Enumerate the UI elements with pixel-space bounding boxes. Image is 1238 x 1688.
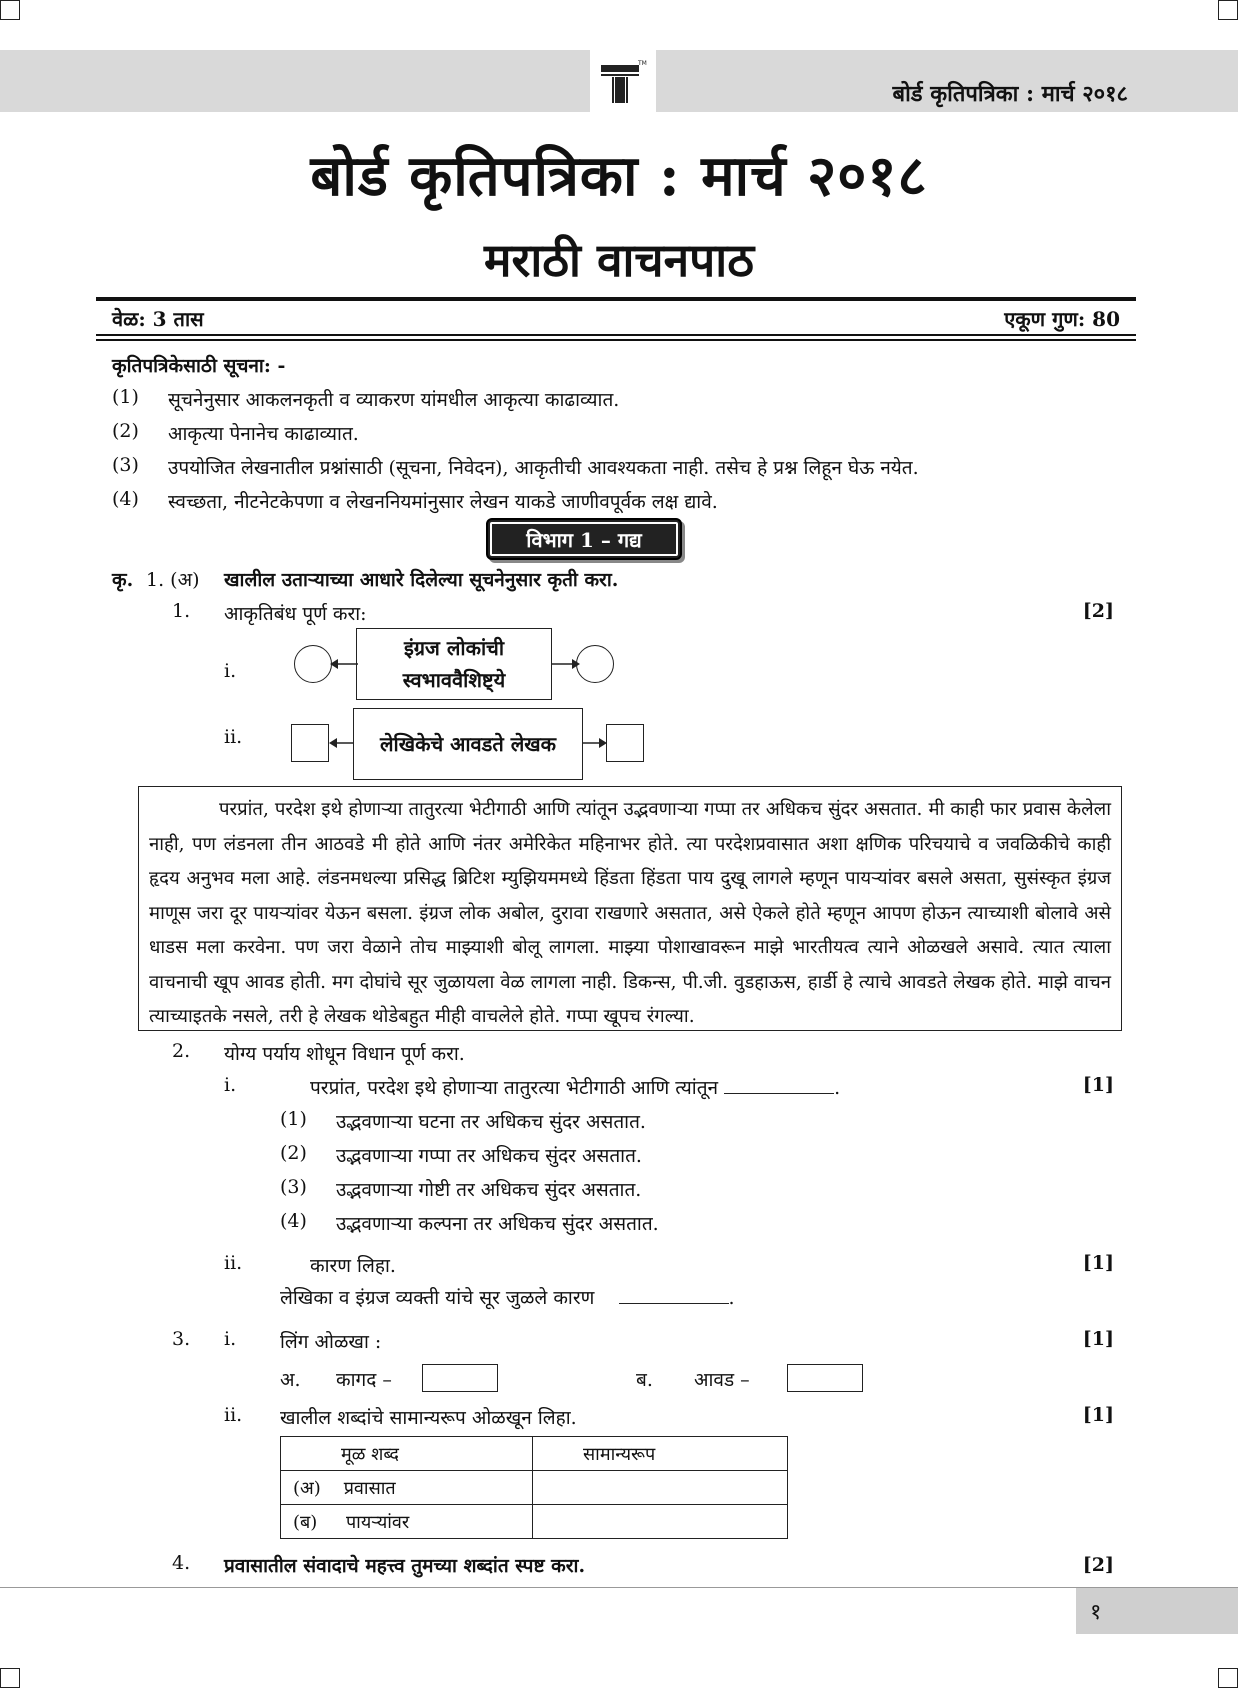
answer-circle-right [576, 645, 614, 683]
instructions-heading: कृतिपत्रिकेसाठी सूचना: - [112, 355, 286, 377]
svg-text:TM: TM [638, 60, 647, 67]
option-text: उद्भवणाऱ्या गोष्टी तर अधिकच सुंदर असतात. [336, 1179, 642, 1201]
crop-mark-top-right [1218, 0, 1238, 20]
publisher-logo [590, 50, 656, 112]
fill-blank-statement: परप्रांत, परदेश इथे होणाऱ्या तातुरत्या भेटीगाठी आणि त्यांतून . [310, 1077, 841, 1099]
option-text: उद्भवणाऱ्या घटना तर अधिकच सुंदर असतात. [336, 1111, 646, 1133]
option-num: (2) [280, 1142, 307, 1164]
subq-text: प्रवासातील संवादाचे महत्त्व तुमच्या शब्दांत स्पष्ट करा. [224, 1555, 586, 1577]
subq-number: 3. [172, 1328, 191, 1350]
gender-answer-box-a[interactable] [422, 1364, 498, 1392]
instruction-num: (2) [112, 420, 139, 442]
arrow-right-icon [583, 735, 607, 751]
instruction-text: स्वच्छता, नीटनेटकेपणा व लेखननियमांनुसार लेखन याकडे जाणीवपूर्वक लक्ष द्यावे. [168, 491, 718, 513]
footer-rule [0, 1587, 1238, 1588]
gender-label-a: अ. [280, 1369, 301, 1391]
meta-rule-2 [96, 339, 1136, 341]
option-num: (1) [280, 1108, 307, 1130]
answer-circle-left [294, 645, 332, 683]
item-text: लिंग ओळखा : [280, 1331, 382, 1353]
item-label: i. [224, 660, 237, 682]
answer-cell[interactable] [533, 1505, 788, 1539]
running-title: बोर्ड कृतिपत्रिका : मार्च २०१८ [892, 81, 1128, 107]
item-label: ii. [224, 1252, 243, 1274]
subq-number: 4. [172, 1552, 191, 1574]
question-number: 1. (अ) [146, 569, 200, 591]
option-text: उद्भवणाऱ्या कल्पना तर अधिकच सुंदर असतात. [336, 1213, 659, 1235]
concept-box-authors: लेखिकेचे आवडते लेखक [353, 708, 583, 780]
crop-mark-top-left [0, 0, 20, 20]
row-word: प्रवासात [343, 1477, 396, 1499]
statement-text: परप्रांत, परदेश इथे होणाऱ्या तातुरत्या भेटीगाठी आणि त्यांतून [310, 1077, 719, 1099]
item-text: खालील शब्दांचे सामान्यरूप ओळखून लिहा. [280, 1407, 577, 1429]
instruction-num: (3) [112, 454, 139, 476]
gender-word-b: आवड – [694, 1369, 750, 1391]
top-rule [96, 297, 1136, 301]
arrow-left-icon [329, 735, 353, 751]
answer-blank[interactable] [619, 1288, 729, 1304]
subq-number: 1. [172, 600, 191, 622]
item-text: कारण लिहा. [310, 1255, 396, 1277]
crop-mark-bottom-left [0, 1668, 20, 1688]
table-row [281, 1471, 788, 1505]
arrow-left-icon [330, 656, 358, 672]
passage-text: परप्रांत, परदेश इथे होणाऱ्या तातुरत्या भेटीगाठी आणि त्यांतून उद्भवणाऱ्या गप्पा तर अधिकच सुंदर असतात. मी काही फार प्रवास केलेला नाही, पण लंडनला तीन आठवडे मी होते आणि नंतर अमेरिकेत महिनाभर होते. त्या परदेशप्रवासात अशा क्षणिक परिचयाचे व जवळिकीचे काही हृदय अनुभव मला आहे. लंडनमधल्या प्रसिद्ध ब्रिटिश म्युझियममध्ये हिंडता हिंडता पाय दुखू लागले म्हणून पायऱ्यांवर बसले असता, सुसंस्कृत इंग्रज माणूस जरा दूर पायऱ्यांवर येऊन बसला. इंग्रज लोक अबोल, दुरावा राखणारे असतात, असे ऐकले होते म्हणून आपण होऊन त्याच्याशी बोलावे असे धाडस मला करवेना. पण जरा वेळाने तोच माझ्याशी बोलू लागला. माझ्या पोशाखावरून माझे भारतीयत्व त्याने ओळखले असावे. त्यात त्याला वाचनाची खूप आवड होती. मग दोघांचे सूर जुळायला वेळ लागला नाही. डिकन्स, पी.जी. वुडहाऊस, हार्डी हे त्याचे आवडते लेखक होते. माझे वाचन त्याच्याइतके नसले, तरी हे लेखक थोडेबहुत मीही वाचलेले होते. गप्पा खूपच रंगल्या. [149, 799, 1111, 1027]
marks: [1] [1082, 1074, 1114, 1096]
question-label-kr: कृ. [112, 569, 134, 591]
marks: [1] [1082, 1404, 1114, 1426]
subq-text: आकृतिबंध पूर्ण करा: [224, 603, 367, 625]
section-label: विभाग 1 – गद्य [486, 518, 682, 560]
page-number: १ [1076, 1588, 1238, 1634]
question-heading: खालील उताऱ्याच्या आधारे दिलेल्या सूचनेनुसार कृती करा. [224, 569, 619, 591]
option-text: उद्भवणाऱ्या गप्पा तर अधिकच सुंदर असतात. [336, 1145, 642, 1167]
statement-text: लेखिका व इंग्रज व्यक्ती यांचे सूर जुळले कारण [280, 1287, 595, 1309]
concept-box-traits [356, 628, 552, 700]
item-label: ii. [224, 1404, 243, 1426]
instruction-num: (4) [112, 488, 139, 510]
table-header: मूळ शब्द [281, 1437, 533, 1471]
total-marks: एकूण गुण: 80 [1004, 307, 1120, 331]
gender-word-a: कागद – [336, 1369, 392, 1391]
logo-icon [598, 57, 648, 105]
concept-box-line: इंग्रज लोकांची [403, 636, 505, 660]
item-label: i. [224, 1328, 237, 1350]
gender-answer-box-b[interactable] [787, 1364, 863, 1392]
crop-mark-bottom-right [1218, 1668, 1238, 1688]
instruction-text: उपयोजित लेखनातील प्रश्नांसाठी (सूचना, निवेदन), आकृतीची आवश्यकता नाही. तसेच हे प्रश्न लिहून घेऊ नयेत. [168, 457, 919, 479]
meta-rule-1 [96, 334, 1136, 336]
row-label: (अ) [293, 1477, 321, 1499]
gender-label-b: ब. [636, 1369, 653, 1391]
table-header: सामान्यरूप [533, 1437, 788, 1471]
exam-time: वेळ: 3 तास [112, 307, 204, 331]
answer-blank[interactable] [724, 1078, 834, 1094]
row-label: (ब) [293, 1511, 318, 1533]
subject-title: मराठी वाचनपाठ [484, 233, 754, 287]
item-label: ii. [224, 726, 243, 748]
row-word: पायऱ्यांवर [345, 1511, 410, 1533]
table-cell [281, 1505, 533, 1539]
table-row [281, 1505, 788, 1539]
option-num: (3) [280, 1176, 307, 1198]
answer-cell[interactable] [533, 1471, 788, 1505]
answer-square-right [606, 724, 644, 762]
marks: [2] [1082, 1554, 1114, 1576]
marks: [1] [1082, 1252, 1114, 1274]
marks: [1] [1082, 1328, 1114, 1350]
marks: [2] [1082, 600, 1114, 622]
concept-box-line: स्वभाववैशिष्ट्ये [402, 668, 506, 692]
instruction-text: आकृत्या पेनानेच काढाव्यात. [168, 423, 359, 445]
instruction-num: (1) [112, 386, 139, 408]
table-header-row [281, 1437, 788, 1471]
subq-number: 2. [172, 1040, 191, 1062]
page-title: बोर्ड कृतिपत्रिका : मार्च २०१८ [310, 143, 928, 209]
answer-square-left [291, 724, 329, 762]
subq-text: योग्य पर्याय शोधून विधान पूर्ण करा. [224, 1043, 465, 1065]
base-form-table [280, 1436, 788, 1539]
item-label: i. [224, 1074, 237, 1096]
passage-box [138, 786, 1122, 1031]
reason-statement: लेखिका व इंग्रज व्यक्ती यांचे सूर जुळले कारण . [280, 1287, 735, 1309]
option-num: (4) [280, 1210, 307, 1232]
instruction-text: सूचनेनुसार आकलनकृती व व्याकरण यांमधील आकृत्या काढाव्यात. [168, 389, 620, 411]
table-cell [281, 1471, 533, 1505]
